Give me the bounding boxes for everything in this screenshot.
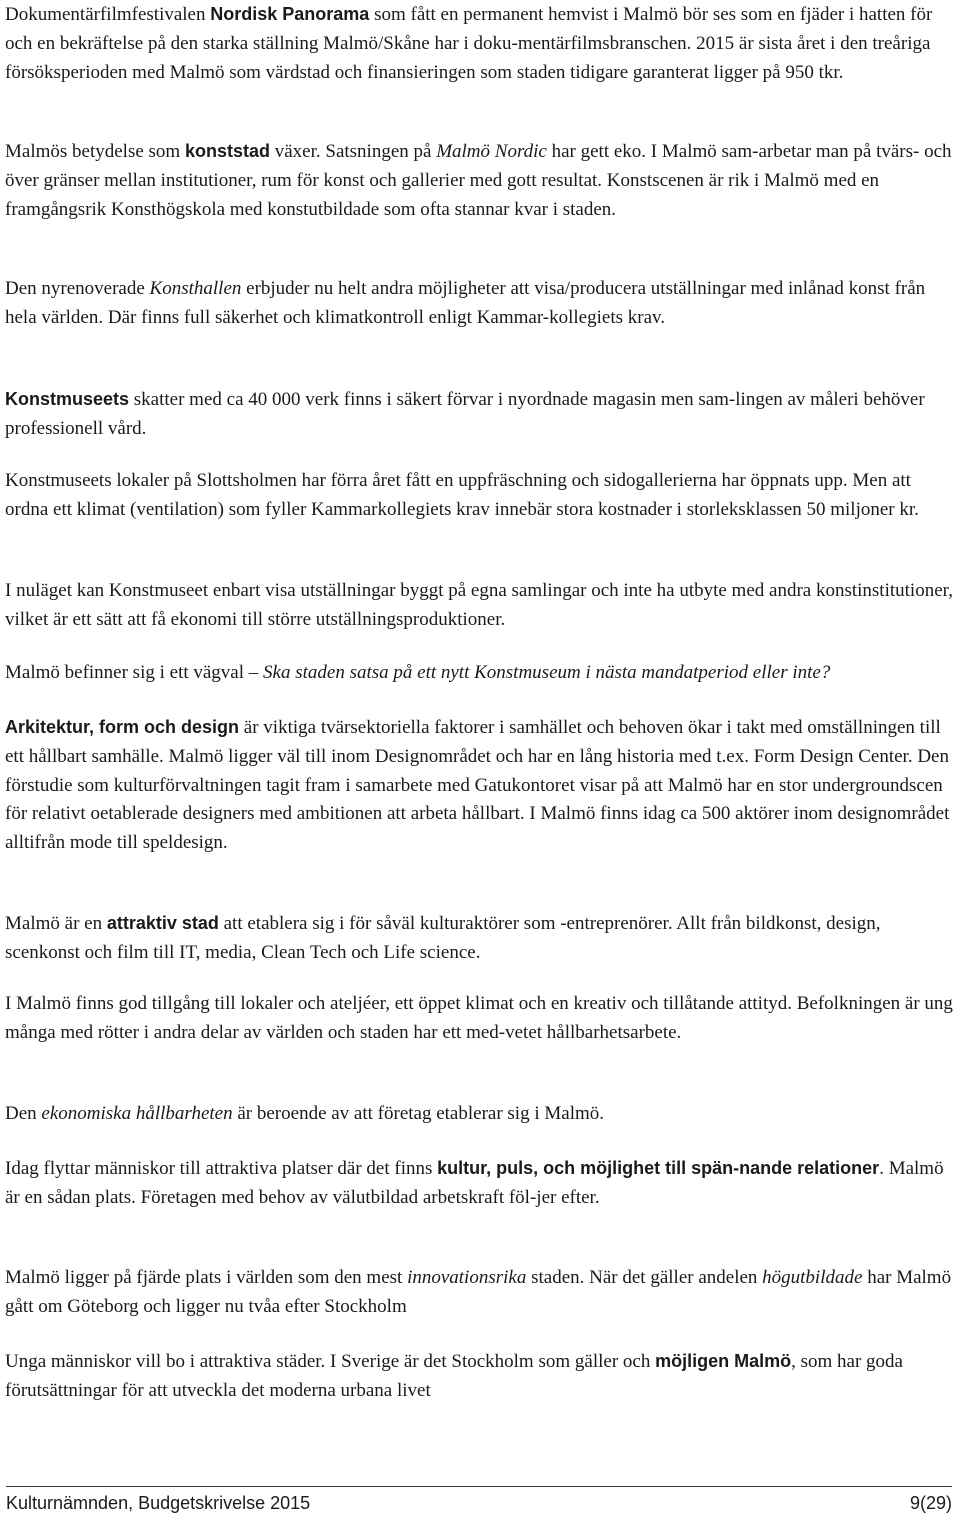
paragraph-konststad [5, 137, 953, 224]
paragraph-attraktiva-platser [5, 1154, 953, 1213]
italic-text: Malmö Nordic [436, 141, 547, 162]
text: att etablera sig i för såväl kulturaktörer som -entreprenörer. Allt från bildkonst, design, scenkonst och film till IT, media, Clean Tech och Life science. [5, 913, 881, 963]
text: växer. Satsningen på [269, 141, 437, 162]
paragraph-arkitektur [5, 713, 953, 858]
text: Malmö befinner sig i ett vägval – [5, 662, 264, 683]
italic-text: ekonomiska hållbarheten [41, 1103, 233, 1124]
text: är beroende av att företag etablerar sig i Malmö. [232, 1103, 604, 1124]
paragraph-vagval [5, 659, 960, 688]
italic-text: högutbildade [762, 1267, 863, 1288]
bold-text: Konstmuseets [5, 389, 130, 409]
paragraph-innovationsrika [5, 1264, 953, 1322]
bold-text: möjligen Malmö [655, 1351, 792, 1371]
bold-text: konststad [184, 141, 270, 161]
text: Den nyrenoverade [5, 278, 150, 299]
text: Malmö ligger på fjärde plats i världen som den mest [5, 1267, 408, 1288]
text: . Malmö är en sådan plats. Företagen med behov av välutbildad arbetskraft föl-jer efter. [5, 1158, 944, 1208]
paragraph-ekonomisk-hallbarhet [5, 1100, 953, 1129]
text: Idag flyttar människor till attraktiva platser där det finns [5, 1158, 438, 1179]
text: , som har goda förutsättningar för att utveckla det moderna urbana livet [5, 1351, 903, 1401]
italic-text: innovationsrika [407, 1267, 527, 1288]
text: har Malmö gått om Göteborg och ligger nu tvåa efter Stockholm [5, 1267, 952, 1317]
text: skatter med ca 40 000 verk finns i säkert förvar i nyordnade magasin men sam-lingen av måleri behöver professionell vård. [5, 389, 925, 439]
text: Den [5, 1103, 42, 1124]
bold-text: kultur, puls, och möjlighet till spän-nande relationer [437, 1158, 880, 1178]
text: Unga människor vill bo i attraktiva städer. I Sverige är det Stockholm som gäller och [5, 1351, 656, 1372]
italic-text: Konsthallen [149, 278, 242, 299]
paragraph-nordisk-panorama [5, 0, 953, 87]
bold-text: Arkitektur, form och design [5, 717, 240, 737]
text: Malmös betydelse som [5, 141, 185, 162]
footer-title: Kulturnämnden, Budgetskrivelse 2015 [6, 1493, 311, 1513]
text: som fått en permanent hemvist i Malmö bör ses som en fjäder i hatten för och en bekräftelse på den starka ställning Malmö/Skåne har i doku-mentärfilmsbranschen. 2015 är sista året i den treåriga försöksperioden med Malmö som värdstad och finansieringen som staden tidigare garanterat ligger på 950 tkr. [5, 4, 933, 83]
paragraph-attraktiv-stad [5, 909, 953, 968]
paragraph-slottsholmen: Konstmuseets lokaler på Slottsholmen har förra året fått en uppfräschning och sidogallerierna har öppnats upp. Men att ordna ett klimat (ventilation) som fyller Kammarkollegiets krav innebär stora kostnader i storleksklassen 50 miljoner kr. [5, 470, 919, 520]
paragraph-konsthallen [5, 275, 953, 333]
text: Malmö är en [5, 913, 107, 934]
paragraph-nulaget: I nuläget kan Konstmuseet enbart visa utställningar byggt på egna samlingar och inte ha utbyte med andra konstinstitutioner, vilket är ett sätt att få ekonomi till större utställningsproduktioner. [5, 580, 953, 630]
paragraph-konstmuseets-skatter [5, 385, 953, 444]
italic-text: Ska staden satsa på ett nytt Konstmuseum i nästa mandatperiod eller inte? [263, 662, 831, 683]
bold-text: Nordisk Panorama [210, 4, 370, 24]
bold-text: attraktiv stad [106, 913, 219, 933]
text: staden. När det gäller andelen [526, 1267, 763, 1288]
paragraph-unga-manniskor [5, 1347, 953, 1406]
page-number: 9(29) [909, 1493, 952, 1513]
text: är viktiga tvärsektoriella faktorer i samhället och behoven ökar i takt med omställningen till ett hållbart samhälle. Malmö ligger väl till inom Designområdet och har en lång historia med t.ex. Form Design Center. Den förstudie som kulturförvaltningen tagit fram i samarbete med Gatukontoret visar på att Malmö har en stor undergroundscen för relativt oetablerade designers med ambitionen att arbeta hållbart. I Malmö finns idag ca 500 aktörer inom designområdet alltifrån mode till speldesign. [5, 717, 950, 854]
paragraph-lokaler: I Malmö finns god tillgång till lokaler och ateljéer, ett öppet klimat och en kreativ och tillåtande attityd. Befolkningen är ung många med rötter i andra delar av världen och staden har ett med-vetet hållbarhetsarbete. [5, 993, 953, 1043]
text: har gett eko. I Malmö sam-arbetar man på tvärs- och över gränser mellan institutioner, rum för konst och gallerier med gott resultat. Konstscenen är rik i Malmö med en framgångsrik Konsthögskola med konstutbildade som ofta stannar kvar i staden. [5, 141, 952, 220]
text: Dokumentärfilmfestivalen [5, 4, 211, 25]
text: erbjuder nu helt andra möjligheter att visa/producera utställningar med inlånad konst från hela världen. Där finns full säkerhet och klimatkontroll enligt Kammar-kollegiets krav. [5, 278, 926, 328]
page-footer [6, 1486, 952, 1517]
